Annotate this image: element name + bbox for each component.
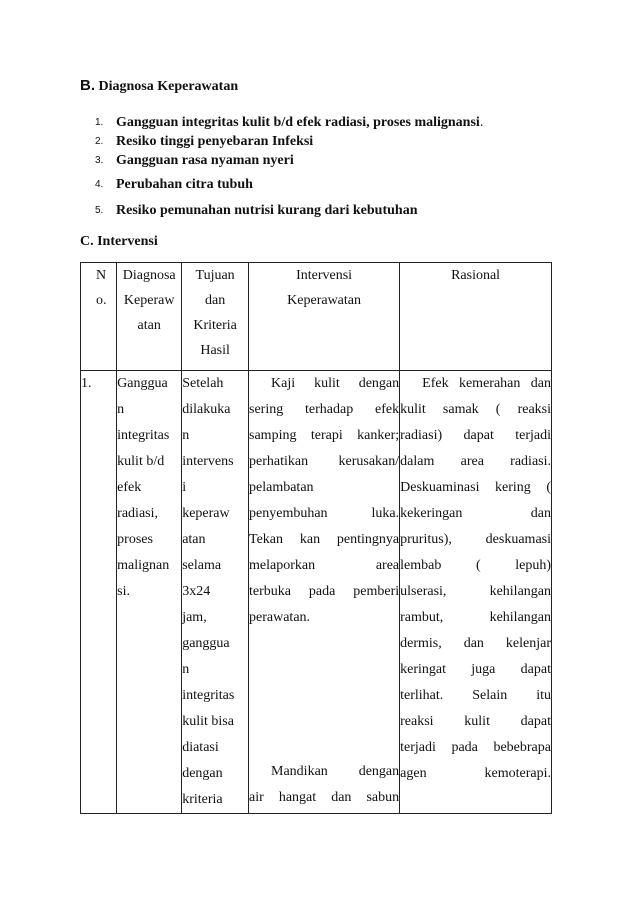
- cell-line: pruritus), deskuamasi: [400, 532, 551, 547]
- table-row: [81, 371, 552, 814]
- cell-line: agen kemoterapi.: [400, 766, 551, 781]
- cell-line: dilakuka: [182, 402, 231, 417]
- cell-line: keperaw: [182, 506, 230, 521]
- cell-line: n: [182, 662, 190, 677]
- cell-line: melaporkan area: [249, 558, 400, 573]
- cell-line: dengan: [182, 766, 223, 781]
- cell-line: terjadi pada bebebrapa: [400, 740, 551, 755]
- header-text: Diagnosa: [122, 268, 176, 283]
- cell-line: perawatan.: [249, 610, 311, 625]
- cell-line: efek: [117, 480, 142, 495]
- diagnosis-text: Resiko pemunahan nutrisi kurang dari kebutuhan: [116, 203, 418, 218]
- item-number: 5.: [95, 205, 104, 216]
- cell-line: Tekan kan pentingnya: [249, 532, 400, 547]
- header-text: N: [96, 268, 107, 283]
- cell-line: dalam area radiasi.: [400, 454, 551, 469]
- cell-diagnosa: [117, 371, 182, 814]
- cell-gap: [249, 631, 399, 759]
- header-text: Hasil: [200, 343, 230, 358]
- cell-line: ulserasi, kehilangan: [400, 584, 551, 599]
- cell-line: i: [182, 480, 187, 495]
- cell-line: n: [182, 428, 190, 443]
- cell-line: integritas: [182, 688, 235, 703]
- header-diagnosa: [117, 263, 182, 371]
- header-text: Rasional: [451, 268, 501, 283]
- cell-line: terbuka pada pemberi: [249, 584, 400, 599]
- cell-line: samping terapi kanker;: [249, 428, 400, 443]
- cell-line: n: [117, 402, 125, 417]
- cell-line: rambut, kehilangan: [400, 610, 551, 625]
- cell-line: Kaji kulit dengan: [271, 376, 400, 391]
- cell-tujuan: [182, 371, 249, 814]
- item-number: 4.: [95, 179, 104, 190]
- header-text: dan: [205, 293, 226, 308]
- item-number: 1.: [95, 117, 104, 128]
- diagnosis-text: Resiko tinggi penyebaran Infeksi: [116, 134, 314, 149]
- section-b-heading: [80, 77, 238, 95]
- header-no: [81, 263, 117, 371]
- header-text: o.: [96, 293, 107, 308]
- cell-line: reaksi kulit dapat: [400, 714, 551, 729]
- cell-line: radiasi,: [117, 506, 158, 521]
- cell-rasional: [400, 371, 552, 814]
- cell-no: [81, 371, 117, 814]
- cell-line: 3x24: [182, 584, 211, 599]
- cell-line: kulit b/d: [117, 454, 165, 469]
- cell-line: ganggua: [182, 636, 230, 651]
- section-b-letter: B.: [80, 77, 95, 94]
- cell-line: Ganggua: [117, 376, 168, 391]
- cell-line: keringat juga dapat: [400, 662, 551, 677]
- table-header-row: [81, 263, 552, 371]
- cell-line: perhatikan kerusakan/: [249, 454, 400, 469]
- header-text: Keperaw: [123, 293, 175, 308]
- header-rasional: [400, 263, 552, 371]
- section-c-heading: C. Intervensi: [80, 234, 158, 249]
- item-number: 2.: [95, 136, 104, 147]
- cell-line: selama: [182, 558, 222, 573]
- header-text: atan: [137, 318, 161, 333]
- header-text: Kriteria: [193, 318, 237, 333]
- cell-line: Deskuaminasi kering (: [400, 480, 551, 495]
- header-text: Keperawatan: [287, 293, 361, 308]
- cell-line: Setelah: [182, 376, 224, 391]
- cell-line: malignan: [117, 558, 170, 573]
- row-number: 1.: [81, 376, 92, 391]
- cell-line: penyembuhan luka.: [249, 506, 400, 521]
- cell-line: kekeringan dan: [400, 506, 551, 521]
- cell-line: dermis, dan kelenjar: [400, 636, 551, 651]
- cell-line: kriteria: [182, 792, 223, 807]
- header-text: Intervensi: [296, 268, 353, 283]
- item-number: 3.: [95, 155, 104, 166]
- diagnosis-text: Gangguan rasa nyaman nyeri: [116, 153, 294, 168]
- cell-line: intervens: [182, 454, 234, 469]
- header-tujuan: [182, 263, 249, 371]
- cell-line: sering terhadap efek: [249, 402, 400, 417]
- cell-line: integritas: [117, 428, 170, 443]
- cell-line: lembab ( lepuh): [400, 558, 551, 573]
- section-b-title: Diagnosa Keperawatan: [98, 79, 239, 94]
- intervention-table: [80, 262, 552, 814]
- cell-line: jam,: [182, 610, 207, 625]
- cell-line: kulit bisa: [182, 714, 234, 729]
- diagnosis-text: Gangguan integritas kulit b/d efek radiasi, proses malignansi: [116, 115, 480, 130]
- header-text: Tujuan: [195, 268, 235, 283]
- cell-line: terlihat. Selain itu: [400, 688, 551, 703]
- header-intervensi: [249, 263, 400, 371]
- cell-line: air hangat dan sabun: [249, 790, 400, 805]
- cell-line: Efek kemerahan dan: [422, 376, 551, 391]
- cell-intervensi: [249, 371, 400, 814]
- cell-line: proses: [117, 532, 153, 547]
- cell-line: si.: [117, 584, 131, 599]
- diagnosis-trail: .: [479, 115, 484, 130]
- cell-line: pelambatan: [249, 480, 314, 495]
- cell-line: kulit samak ( reaksi: [400, 402, 551, 417]
- diagnosis-text: Perubahan citra tubuh: [116, 177, 253, 192]
- cell-line: atan: [182, 532, 206, 547]
- cell-line: Mandikan dengan: [271, 764, 400, 779]
- cell-line: radiasi) dapat terjadi: [400, 428, 551, 443]
- cell-line: diatasi: [182, 740, 219, 755]
